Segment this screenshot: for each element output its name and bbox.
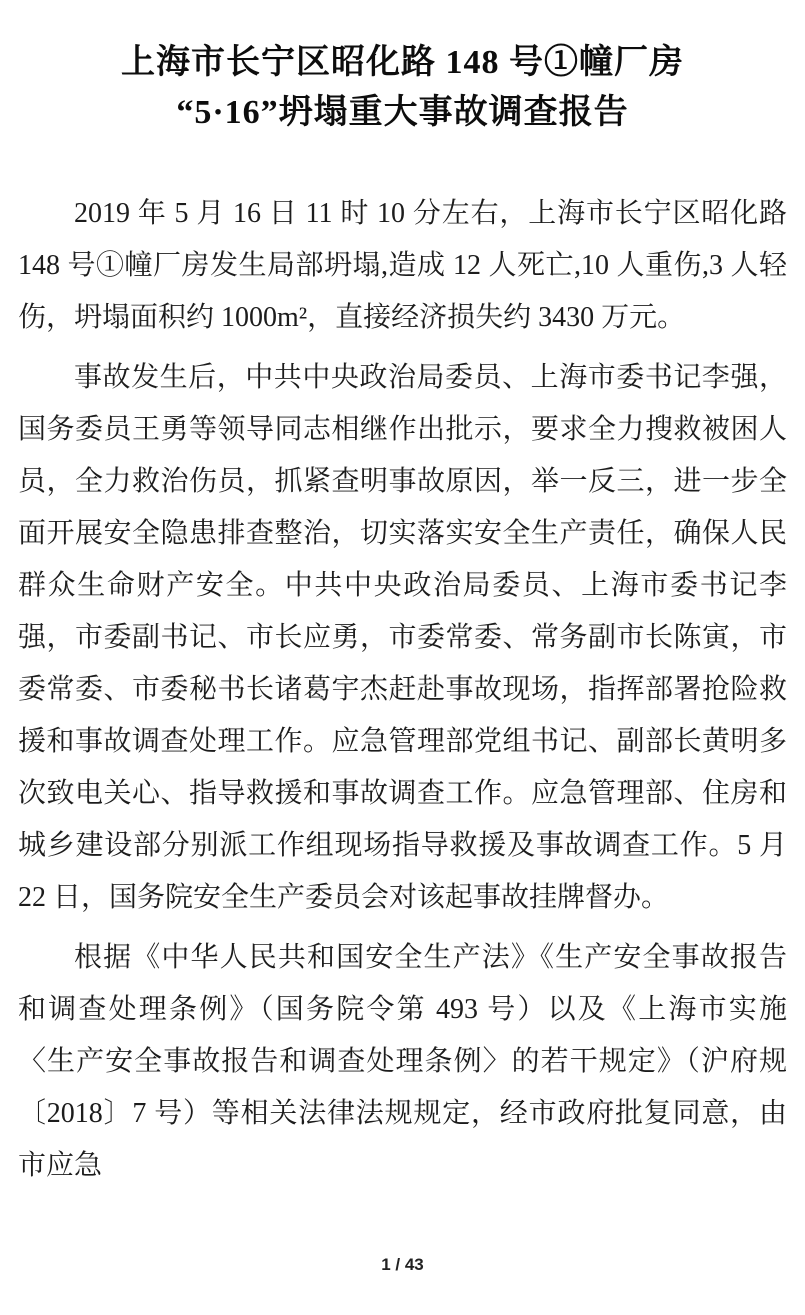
report-title-line-1: 上海市长宁区昭化路 148 号①幢厂房 [121,44,684,81]
paragraph-accident-summary: 2019 年 5 月 16 日 11 时 10 分左右，上海市长宁区昭化路 148 号①幢厂房发生局部坍塌,造成 12 人死亡,10 人重伤,3 人轻伤，坍塌面积约 1000m²，直接经济损失约 3430 万元。 [18,198,787,333]
paragraph-government-response: 事故发生后，中共中央政治局委员、上海市委书记李强，国务委员王勇等领导同志相继作出批示，要求全力搜救被困人员，全力救治伤员，抓紧查明事故原因，举一反三，进一步全面开展安全隐患排查整治，切实落实安全生产责任，确保人民群众生命财产安全。中共中央政治局委员、上海市委书记李强，市委副书记、市长应勇，市委常委、常务副市长陈寅，市委常委、市委秘书长诸葛宇杰赶赴事故现场，指挥部署抢险救援和事故调查处理工作。应急管理部党组书记、副部长黄明多次致电关心、指导救援和事故调查工作。应急管理部、住房和城乡建设部分别派工作组现场指导救援及事故调查工作。5 月 22 日，国务院安全生产委员会对该起事故挂牌督办。 [18,362,787,913]
report-title [18,38,787,138]
report-title-line-2: “5·16”坍塌重大事故调查报告 [176,94,629,131]
page-number: 1 / 43 [381,1255,424,1274]
report-body [18,188,787,1192]
paragraph-legal-basis: 根据《中华人民共和国安全生产法》《生产安全事故报告和调查处理条例》（国务院令第 493 号）以及《上海市实施〈生产安全事故报告和调查处理条例〉的若干规定》（沪府规〔2018〕7 号）等相关法律法规规定，经市政府批复同意，由市应急 [18,942,787,1181]
